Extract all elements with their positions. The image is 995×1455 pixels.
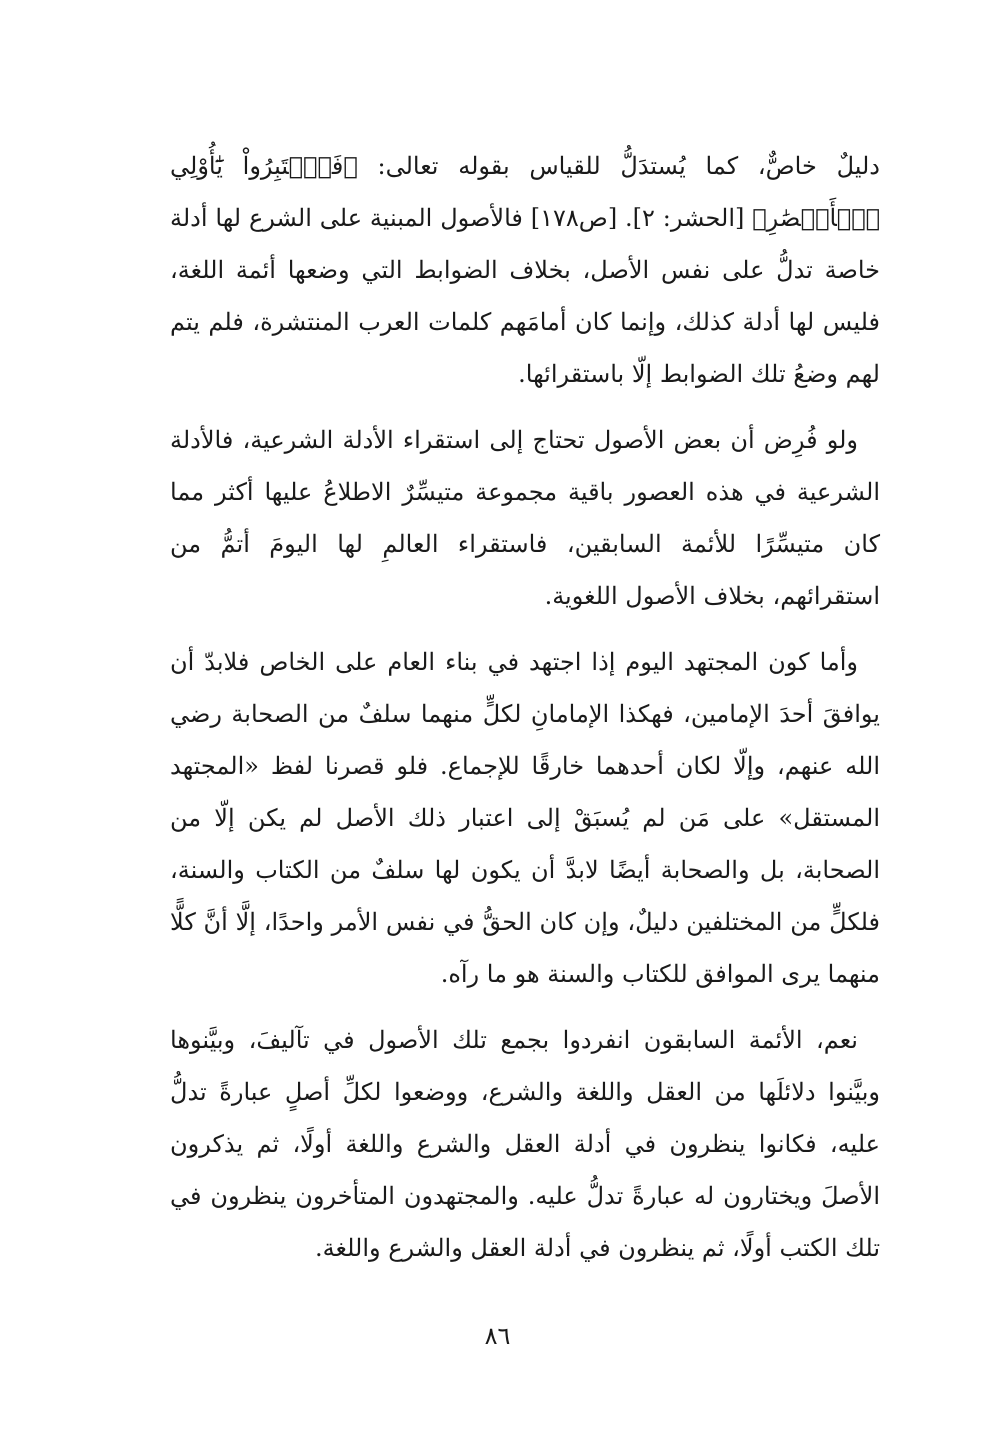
paragraph-4: نعم، الأئمة السابقون انفردوا بجمع تلك الأصول في تآليفَ، وبيَّنوها وبيَّنوا دلائلَها من العقل واللغة والشرع، ووضعوا لكلِّ أصلٍ عبارةً تدلُّ عليه، فكانوا ينظرون في أدلة العقل والشرع واللغة أولًا، ثم يذكرون الأصلَ ويختارون له عبارةً تدلُّ عليه. والمجتهدون المتأخرون ينظرون في تلك الكتب أولًا، ثم ينظرون في أدلة العقل والشرع واللغة. [170, 1026, 881, 1262]
page-number: ٨٦ [484, 1322, 511, 1350]
paragraph-1: دليلٌ خاصٌّ، كما يُستدَلُّ للقياس بقوله تعالى: ﴿فَٱعۡتَبِرُواْ يَٰٓأُوْلِي ٱلۡأَبۡصَٰرِ﴾ [الحشر: ٢]. [ص١٧٨] فالأصول المبنية على الشرع لها أدلة خاصة تدلُّ على نفس الأصل، بخلاف الضوابط التي وضعها أئمة اللغة، فليس لها أدلة كذلك، وإنما كان أمامَهم كلمات العرب المنتشرة، فلم يتم لهم وضعُ تلك الضوابط إلّا باستقرائها. [170, 152, 881, 388]
paragraph-3: وأما كون المجتهد اليوم إذا اجتهد في بناء العام على الخاص فلابدّ أن يوافقَ أحدَ الإمامين، فهكذا الإمامانِ لكلٍّ منهما سلفٌ من الصحابة رضي الله عنهم، وإلّا لكان أحدهما خارقًا للإجماع. فلو قصرنا لفظ «المجتهد المستقل» على مَن لم يُسبَقْ إلى اعتبار ذلك الأصل لم يكن إلّا من الصحابة، بل والصحابة أيضًا لابدَّ أن يكون لها سلفٌ من الكتاب والسنة، فلكلٍّ من المختلفين دليلٌ، وإن كان الحقُّ في نفس الأمر واحدًا، إلَّا أنَّ كلًّا منهما يرى الموافق للكتاب والسنة هو ما رآه. [170, 648, 881, 988]
paragraph-2: ولو فُرِض أن بعض الأصول تحتاج إلى استقراء الأدلة الشرعية، فالأدلة الشرعية في هذه العصور باقية مجموعة متيسِّرٌ الاطلاعُ عليها أكثر مما كان متيسِّرًا للأئمة السابقين، فاستقراء العالمِ لها اليومَ أتمُّ من استقرائهم، بخلاف الأصول اللغوية. [170, 426, 880, 610]
body-text [170, 140, 880, 1288]
